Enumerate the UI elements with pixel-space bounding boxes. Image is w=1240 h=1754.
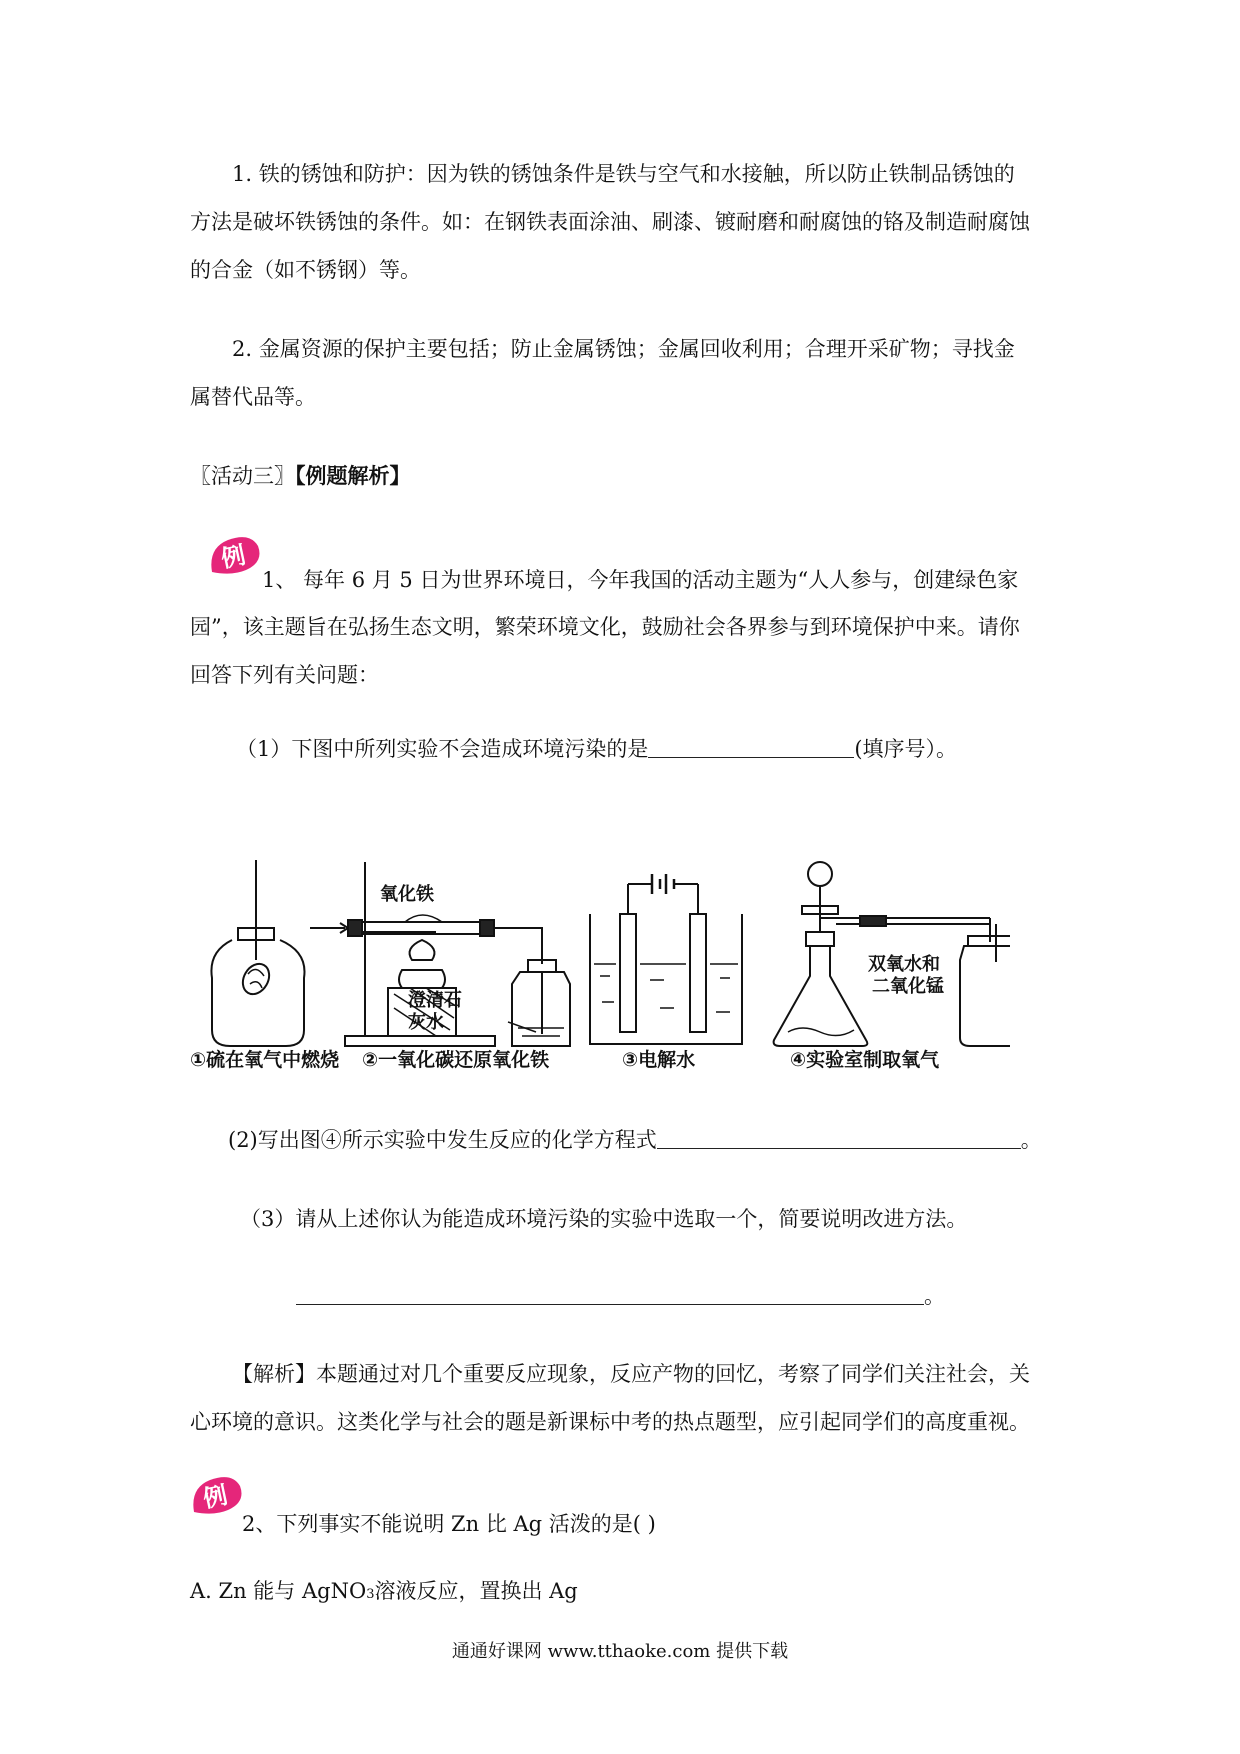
option-a-rest: 溶液反应，置换出 Ag — [374, 1579, 578, 1603]
paragraph-1-line-3: 的合金（如不锈钢）等。 — [190, 258, 421, 282]
paragraph-2-line-2: 属替代品等。 — [190, 385, 316, 409]
water-electrolysis-apparatus — [590, 874, 742, 1044]
option-a-subscript: 3 — [366, 1587, 375, 1602]
question-3-text: （3）请从上述你认为能造成环境污染的实验中选取一个，简要说明改进方法。 — [240, 1207, 968, 1231]
caption-3: ③电解水 — [622, 1049, 696, 1071]
example-1-line-1: 1、 每年 6 月 5 日为世界环境日，今年我国的活动主题为“人人参与，创建绿色家 — [262, 568, 1019, 592]
question-2-suffix: 。 — [1020, 1128, 1042, 1152]
sulfur-combustion-jar — [211, 860, 304, 1046]
example-1-line-3: 回答下列有关问题： — [190, 663, 379, 687]
question-3-suffix: 。 — [924, 1284, 945, 1308]
caption-4: ④实验室制取氧气 — [790, 1049, 940, 1071]
label-limewater-1: 澄清石 — [408, 990, 462, 1011]
question-1-suffix: (填序号）。 — [854, 737, 958, 761]
example-badge-icon — [206, 532, 262, 580]
option-a — [190, 1577, 578, 1609]
paragraph-1-line-1: 1. 铁的锈蚀和防护：因为铁的锈蚀条件是铁与空气和水接触，所以防止铁制品锈蚀的 — [232, 162, 1015, 186]
option-a-main: A. Zn 能与 AgNO — [190, 1579, 367, 1603]
badge-char: 例 — [200, 1480, 231, 1514]
paragraph-1-line-2: 方法是破坏铁锈蚀的条件。如：在钢铁表面涂油、刷漆、镀耐磨和耐腐蚀的铬及制造耐腐蚀 — [190, 210, 1030, 234]
label-h2o2-2: 二氧化锰 — [872, 976, 944, 997]
example-1-line-2: 园”，该主题旨在弘扬生态文明，繁荣环境文化，鼓励社会各界参与到环境保护中来。请你 — [190, 615, 1020, 639]
label-iron-oxide: 氧化铁 — [380, 884, 434, 905]
example-2-line: 2、下列事实不能说明 Zn 比 Ag 活泼的是( ) — [242, 1512, 656, 1536]
question-1 — [236, 735, 957, 763]
caption-1: ①硫在氧气中燃烧 — [190, 1049, 340, 1071]
question-2 — [228, 1126, 1042, 1154]
page-footer: 通通好课网 www.tthaoke.com 提供下载 — [451, 1641, 789, 1662]
answer-blank-2[interactable] — [657, 1126, 1021, 1149]
paragraph-2-line-1: 2. 金属资源的保护主要包括；防止金属锈蚀；金属回收利用；合理开采矿物；寻找金 — [232, 337, 1015, 361]
example-badge-icon — [188, 1472, 244, 1520]
question-2-text: (2)写出图④所示实验中发生反应的化学方程式 — [228, 1128, 657, 1152]
activity-title: 【例题解析】 — [295, 463, 411, 488]
analysis-line-2: 心环境的意识。这类化学与社会的题是新课标中考的热点题型，应引起同学们的高度重视。 — [190, 1410, 1030, 1434]
caption-2: ②一氧化碳还原氧化铁 — [362, 1049, 550, 1071]
experiment-figure — [190, 852, 1010, 1072]
answer-blank-1[interactable] — [648, 735, 854, 758]
question-1-text: （1）下图中所列实验不会造成环境污染的是 — [236, 737, 649, 761]
analysis-line-1: 【解析】本题通过对几个重要反应现象，反应产物的回忆，考察了同学们关注社会，关 — [232, 1362, 1030, 1386]
label-h2o2-1: 双氧水和 — [868, 954, 940, 975]
label-limewater-2: 灰水 — [408, 1012, 444, 1033]
activity-prefix: 〖活动三〗 — [190, 464, 295, 488]
activity-heading — [190, 462, 411, 490]
badge-char: 例 — [218, 540, 249, 574]
answer-blank-3[interactable] — [296, 1282, 924, 1305]
question-3-answer — [296, 1282, 945, 1310]
